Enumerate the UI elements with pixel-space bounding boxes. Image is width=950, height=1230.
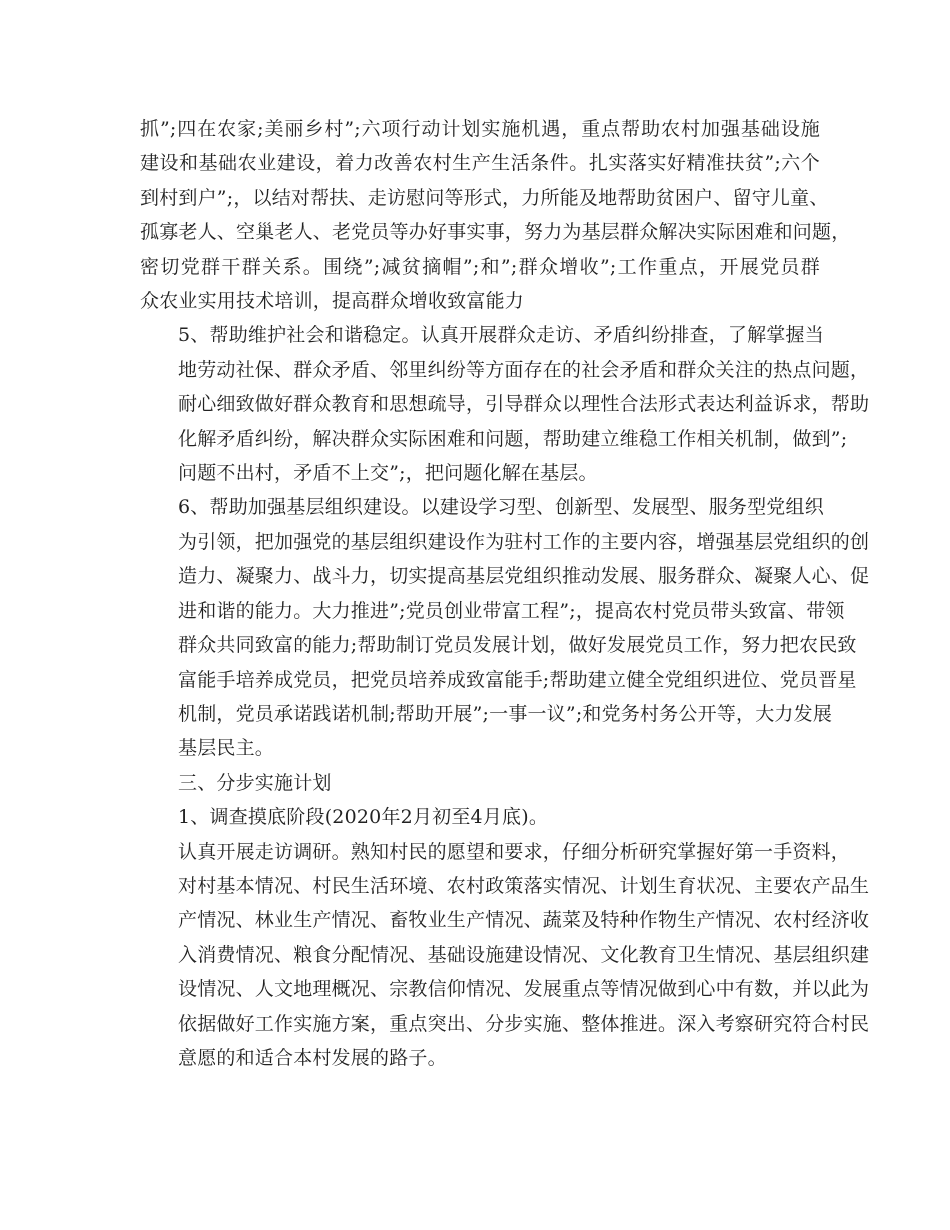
text-line: 耐心细致做好群众教育和思想疏导，引导群众以理性合法形式表达利益诉求，帮助 [178,393,870,416]
text-line: 1、调查摸底阶段(2020年2月初至4月底)。 [178,806,549,829]
text-line: 入消费情况、粮食分配情况、基础设施建设情况、文化教育卫生情况、基层组织建 [178,943,870,966]
text-line: 建设和基础农业建设，着力改善农村生产生活条件。扎实落实好精准扶贫”;六个 [140,152,820,175]
text-line: 机制，党员承诺践诺机制;帮助开展”;一事一议”;和党务村务公开等，大力发展 [178,702,833,725]
text-line: 密切党群干群关系。围绕”;减贫摘帽”;和”;群众增收”;工作重点，开展党员群 [140,255,820,278]
paragraph-p6 [140,835,870,1076]
text-line: 基层民主。 [178,737,275,760]
text-line: 众农业实用技术培训，提高群众增收致富能力 [140,290,525,313]
text-line: 孤寡老人、空巢老人、老党员等办好事实事，努力为基层群众解决实际困难和问题， [140,221,851,244]
text-line: 群众共同致富的能力;帮助制订党员发展计划，做好发展党员工作，努力把农民致 [178,634,857,657]
text-line: 6、帮助加强基层组织建设。以建设学习型、创新型、发展型、服务型党组织 [178,496,824,519]
text-line: 意愿的和适合本村发展的路子。 [178,1046,447,1069]
text-line: 5、帮助维护社会和谐稳定。认真开展群众走访、矛盾纠纷排查，了解掌握当 [178,324,824,347]
text-line: 问题不出村，矛盾不上交”;，把问题化解在基层。 [178,462,598,485]
paragraph-p4 [140,766,820,800]
text-line: 为引领，把加强党的基层组织建设作为驻村工作的主要内容，增强基层党组织的创 [178,530,870,553]
text-line: 造力、凝聚力、战斗力，切实提高基层党组织推动发展、服务群众、凝聚人心、促 [178,565,870,588]
text-line: 富能手培养成党员，把党员培养成致富能手;帮助建立健全党组织进位、党员晋星 [178,668,857,691]
text-line: 设情况、人文地理概况、宗教信仰情况、发展重点等情况做到心中有数，并以此为 [178,978,870,1001]
text-line: 到村到户”;，以结对帮扶、走访慰问等形式，力所能及地帮助贫困户、留守儿童、 [140,186,829,209]
text-line: 三、分步实施计划 [178,771,332,794]
paragraph-p2 [140,318,870,490]
text-line: 抓”;四在农家;美丽乡村”;六项行动计划实施机遇，重点帮助农村加强基础设施 [140,118,820,140]
text-line: 对村基本情况、村民生活环境、农村政策落实情况、计划生育状况、主要农产品生 [178,874,870,897]
paragraph-p3 [140,490,870,765]
text-line: 认真开展走访调研。熟知村民的愿望和要求，仔细分析研究掌握好第一手资料， [178,840,851,863]
paragraph-p1 [140,112,851,318]
text-line: 化解矛盾纠纷，解决群众实际困难和问题，帮助建立维稳工作相关机制，做到”; [178,427,848,450]
text-line: 依据做好工作实施方案，重点突出、分步实施、整体推进。深入考察研究符合村民 [178,1012,870,1035]
text-line: 地劳动社保、群众矛盾、邻里纠纷等方面存在的社会矛盾和群众关注的热点问题， [178,358,870,381]
paragraph-p5 [140,800,820,834]
text-line: 产情况、林业生产情况、畜牧业生产情况、蔬菜及特种作物生产情况、农村经济收 [178,909,870,932]
document-body [140,112,870,1075]
text-line: 进和谐的能力。大力推进”;党员创业带富工程”;，提高农村党员带头致富、带领 [178,599,845,622]
